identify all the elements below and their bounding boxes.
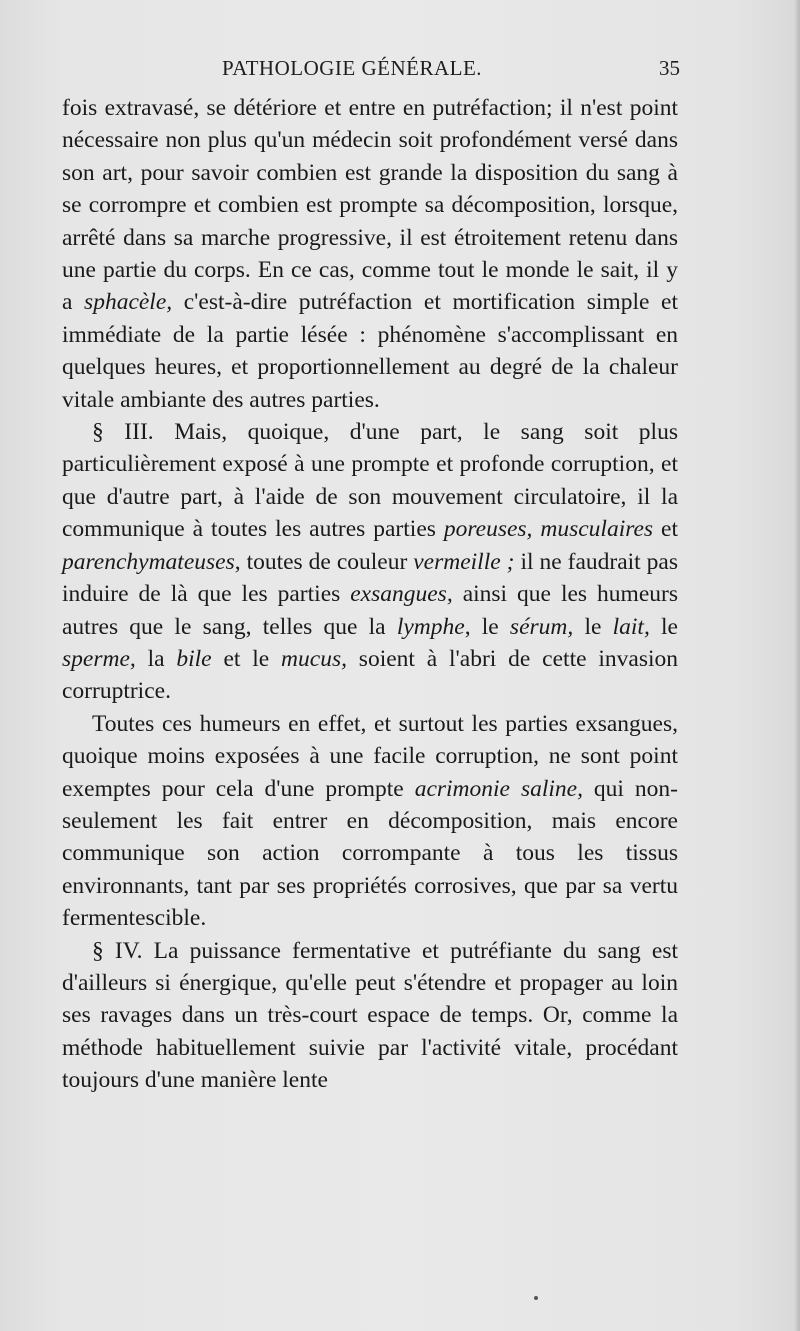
italic-term: bile — [176, 645, 212, 672]
italic-term: acrimonie saline, — [414, 775, 583, 802]
italic-term: sperme, — [62, 645, 136, 672]
italic-term: vermeille ; — [413, 548, 515, 575]
text-run: le — [649, 613, 678, 640]
ink-speck — [534, 1296, 538, 1300]
italic-term: mucus, — [281, 645, 347, 672]
text-run: c'est-à-dire putréfaction et mortification simple et immédiate de la partie lésée : phénomène s'accomplissant en quelques heures, et proportionnellement au degré de la chaleur vitale ambiante des autres parties. — [62, 289, 678, 413]
italic-term: poreuses, musculaires — [443, 516, 654, 543]
page-edge-shadow — [794, 0, 800, 1331]
text-run: ainsi que les humeurs autres que le sang, telles que la — [62, 581, 678, 640]
text-run: fois extravasé, se détériore et entre en putréfaction; il n'est point nécessaire non plus qu'un médecin soit profondément versé dans son art, pour savoir combien est grande la disposition du sang à se corrompre et combien est prompte sa décomposition, lorsque, arrêté dans sa marche progressive, il est étroitement retenu dans une partie du corps. En ce cas, comme tout le monde le sait, il y a — [62, 95, 678, 316]
text-run: Toutes ces humeurs en effet, et surtout les parties exsangues, quoique moins exposées à une facile corruption, ne sont point exemptes pour cela d'une prompte — [62, 710, 678, 802]
text-run: , toutes de couleur — [234, 548, 414, 575]
page-number: 35 — [659, 56, 680, 80]
text-run: qui non-seulement les fait entrer en décomposition, mais encore communique son action corrompante à tous les tissus environnants, tant par ses propriétés corrosives, que par sa vertu fermentescible. — [62, 775, 679, 932]
paragraph — [62, 935, 678, 1097]
italic-term: lymphe — [396, 613, 465, 640]
italic-term: sphacèle, — [84, 289, 173, 316]
text-run: et le — [211, 645, 282, 672]
italic-term: parenchymateuses — [62, 548, 235, 575]
body-text — [62, 92, 678, 1097]
italic-term: exsangues, — [350, 581, 453, 608]
text-run: il ne faudrait pas induire de là que les parties — [62, 548, 678, 608]
running-title: PATHOLOGIE GÉNÉRALE. — [222, 56, 483, 80]
page-header — [62, 52, 680, 84]
italic-term: lait, — [612, 613, 650, 640]
paragraph — [62, 416, 678, 708]
paragraph — [62, 708, 678, 935]
italic-term: sérum, — [509, 613, 574, 640]
text-run: soient à l'abri de cette invasion corruptrice. — [62, 645, 678, 705]
text-run: la — [135, 645, 177, 672]
text-run: § IV. La puissance fermentative et putréfiante du sang est d'ailleurs si énergique, qu'elle peut s'étendre et propager au loin ses ravages dans un très-court espace de temps. Or, comme la méthode habituellement suivie par l'activité vitale, procédant toujours d'une manière lente — [62, 937, 678, 1094]
text-run: et — [653, 516, 678, 543]
text-run: , le — [464, 613, 510, 640]
text-run: § III. Mais, quoique, d'une part, le sang soit plus particulièrement exposé à une prompte et profonde corruption, et que d'autre part, à l'aide de son mouvement circulatoire, il la communique à toutes les autres parties — [62, 419, 678, 543]
paragraph — [62, 92, 678, 416]
text-run: le — [573, 613, 613, 640]
